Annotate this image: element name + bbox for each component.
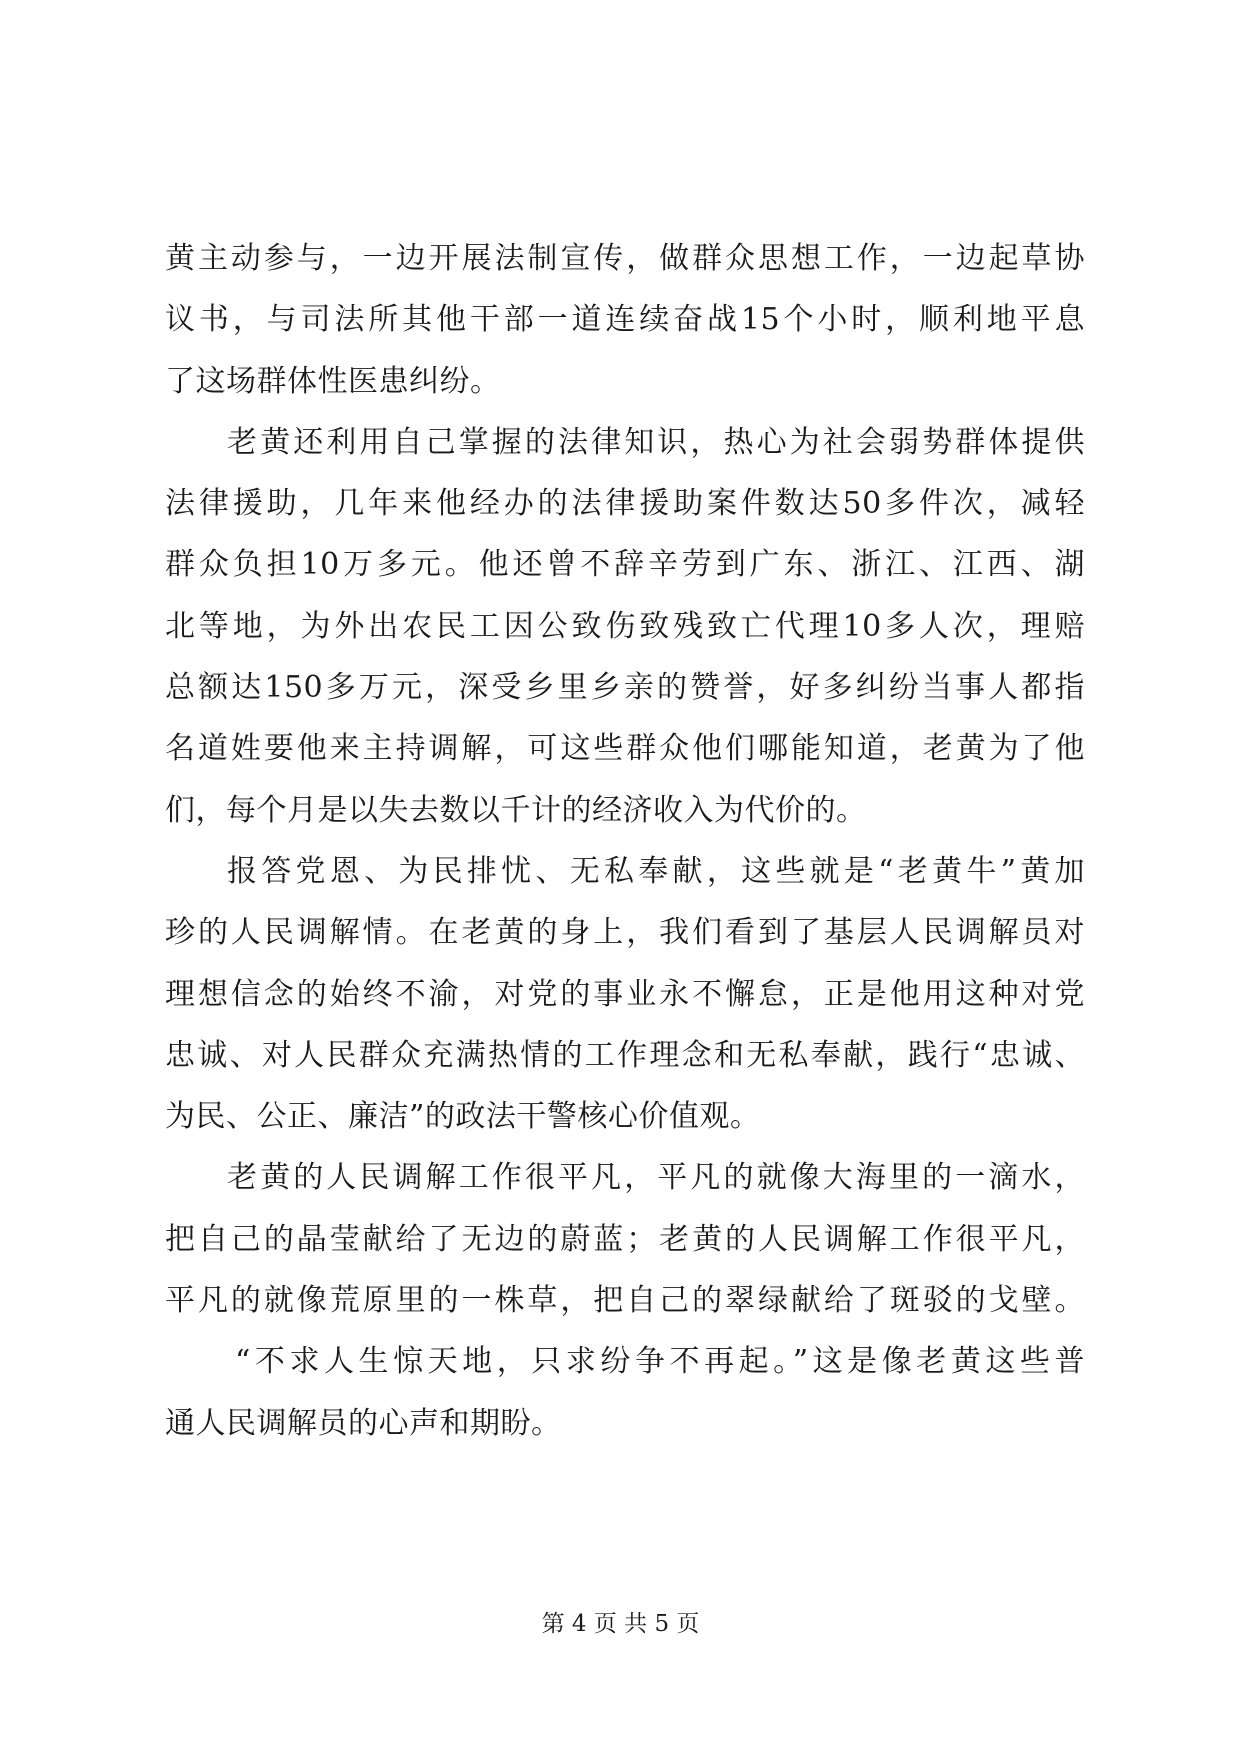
text-line: 珍的人民调解情。在老黄的身上，我们看到了基层人民调解员对 (165, 915, 1085, 951)
text-line: 报答党恩、为民排忧、无私奉献，这些就是“老黄牛”黄加 (227, 853, 1085, 889)
text-line: 北等地，为外出农民工因公致伤致残致亡代理10多人次，理赔 (165, 608, 1085, 644)
text-line: 法律援助，几年来他经办的法律援助案件数达50多件次，减轻 (165, 486, 1085, 522)
paragraph-4 (165, 1147, 1085, 1331)
text-line: 群众负担10万多元。他还曾不辞辛劳到广东、浙江、江西、湖 (165, 547, 1085, 583)
text-line: 名道姓要他来主持调解，可这些群众他们哪能知道，老黄为了他 (165, 731, 1085, 767)
text-line: 总额达150多万元，深受乡里乡亲的赞誉，好多纠纷当事人都指 (165, 670, 1085, 706)
text-line: 议书，与司法所其他干部一道连续奋战15个小时，顺利地平息 (165, 302, 1085, 338)
paragraph-5 (165, 1331, 1085, 1454)
paragraph-3 (165, 841, 1085, 1147)
text-line: 老黄的人民调解工作很平凡，平凡的就像大海里的一滴水， (227, 1160, 1085, 1196)
text-line: 理想信念的始终不渝，对党的事业永不懈怠，正是他用这种对党 (165, 976, 1085, 1012)
text-line: 平凡的就像荒原里的一株草，把自己的翠绿献给了斑驳的戈壁。 (165, 1283, 1085, 1319)
page-number-footer: 第 4 页 共 5 页 (541, 1611, 700, 1637)
text-line: 通人民调解员的心声和期盼。 (165, 1405, 562, 1441)
text-line: 把自己的晶莹献给了无边的蔚蓝；老黄的人民调解工作很平凡， (165, 1221, 1085, 1257)
text-line: 黄主动参与，一边开展法制宣传，做群众思想工作，一边起草协 (165, 241, 1085, 276)
text-line: 忠诚、对人民群众充满热情的工作理念和无私奉献，践行“忠诚、 (165, 1037, 1085, 1073)
paragraph-2 (165, 412, 1085, 841)
text-line: 老黄还利用自己掌握的法律知识，热心为社会弱势群体提供 (227, 424, 1085, 460)
text-line: “不求人生惊天地，只求纷争不再起。”这是像老黄这些普 (235, 1344, 1085, 1380)
text-line: 们，每个月是以失去数以千计的经济收入为代价的。 (165, 792, 867, 828)
text-line: 了这场群体性医患纠纷。 (165, 363, 501, 399)
document-body (165, 228, 1085, 1454)
text-line: 为民、公正、廉洁”的政法干警核心价值观。 (165, 1099, 761, 1135)
paragraph-1 (165, 228, 1085, 412)
